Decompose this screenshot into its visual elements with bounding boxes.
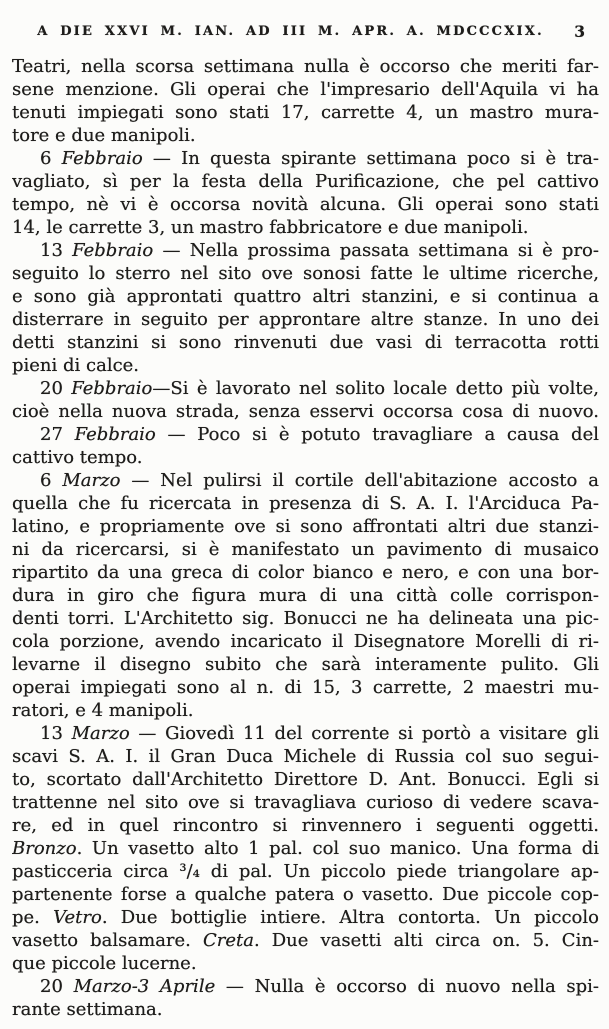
text-segment: que piccole lucerne. [12,953,197,974]
text-line [12,515,599,538]
text-line [12,331,599,354]
text-segment: ripartito da una greca di color bianco e nero, e con una bor- [12,562,599,583]
text-segment: detti stanzini si sono rinvenuti due vasi di terracotta rotti [12,332,599,353]
text-line [12,101,599,124]
text-segment: — Nulla è occorso di nuovo nella spi- [215,976,599,997]
text-line [12,492,599,515]
text-line [12,147,599,170]
text-line [12,676,599,699]
material-label: Bronzo [12,838,77,859]
text-line [12,929,599,952]
text-line [12,745,599,768]
text-segment: 13 [40,723,72,744]
text-segment: ni da ricercarsi, si è manifestato un pavimento di musaico [12,539,599,560]
text-segment: 20 [40,976,74,997]
text-line [12,791,599,814]
text-segment: levarne il disegno subito che sarà interamente pulito. Gli [12,654,599,675]
text-segment: — Nel pulirsi il cortile dell'abitazione accosto a [120,470,599,491]
text-line [12,722,599,745]
month-label: Febbraio [72,240,154,261]
text-line [12,239,599,262]
text-line [12,860,599,883]
material-label: Vetro [53,907,102,928]
material-label: Creta [202,930,254,951]
text-line [12,653,599,676]
text-segment: 14, le carrette 3, un mastro fabbricatore e due manipoli. [12,217,529,238]
month-label: Febbraio [61,148,143,169]
text-segment: seguito lo sterro nel sito ove sonosi fatte le ultime ricerche, [12,263,599,284]
text-segment: 20 [40,378,72,399]
text-segment: — Nella prossima passata settimana si è pro- [153,240,599,261]
text-line [12,423,599,446]
text-segment: tore e due manipoli. [12,125,196,146]
page-number: 3 [574,22,585,41]
text-line [12,607,599,630]
text-segment: dura in giro che figura mura di una città colle corrispon- [12,585,599,606]
text-segment: sene menzione. Gli operai che l'impresario dell'Aquila vi ha [12,79,599,100]
month-label: Marzo [71,723,130,744]
text-segment: cattivo tempo. [12,447,143,468]
text-segment: 27 [40,424,75,445]
text-segment: tempo, nè vi è occorsa novità alcuna. Gli operai sono stati [12,194,599,215]
month-label: Febbraio [74,424,156,445]
text-segment: partenente forse a qualche patera o vasetto. Due piccole cop- [12,884,599,905]
text-segment: . Due bottiglie intiere. Altra contorta. Un piccolo [101,907,599,928]
page-body [12,55,599,1021]
text-line [12,354,599,377]
text-segment: pe. [12,907,54,928]
text-segment: quella che fu ricercata in presenza di S. A. I. l'Arciduca Pa- [12,493,599,514]
text-segment: to, scortato dall'Architetto Direttore D. Ant. Bonucci. Egli si [12,769,599,790]
text-segment: cola porzione, avendo incaricato il Disegnatore Morelli di ri- [12,631,599,652]
month-label: Marzo-3 Aprile [73,976,216,997]
text-line [12,469,599,492]
text-segment: pieni di calce. [12,355,140,376]
text-line [12,630,599,653]
text-line [12,446,599,469]
text-segment: operai impiegati sono al n. di 15, 3 carrette, 2 maestri mu- [12,677,599,698]
text-line [12,814,599,837]
text-segment: re, ed in quel rincontro si rinvennero i seguenti oggetti. [12,815,599,836]
text-line [12,308,599,331]
text-line [12,883,599,906]
text-line [12,262,599,285]
page-header [12,24,599,46]
text-segment: latino, e propriamente ove si sono affrontati altri due stanzi- [12,516,599,537]
text-segment: . Due vasetti alti circa on. 5. Cin- [253,930,599,951]
text-segment: tenuti impiegati sono stati 17, carrette 4, un mastro mura- [12,102,599,123]
text-segment: 13 [40,240,73,261]
text-line [12,998,599,1021]
text-line [12,285,599,308]
text-segment: —Si è lavorato nel solito locale detto più volte, [152,378,599,399]
text-segment: — In questa spirante settimana poco si è tra- [142,148,599,169]
text-segment: scavi S. A. I. il Gran Duca Michele di Russia col suo segui- [12,746,599,767]
text-line [12,699,599,722]
text-line [12,216,599,239]
text-line [12,124,599,147]
text-segment: trattenne nel sito ove si travagliava curioso di vedere scava- [12,792,599,813]
text-line [12,400,599,423]
month-label: Marzo [62,470,121,491]
text-line [12,906,599,929]
text-segment: — Poco si è potuto travagliare a causa del [155,424,599,445]
text-segment: e sono già approntati quattro altri stanzini, e si continua a [12,286,599,307]
running-title: A DIE XXVI M. IAN. AD III M. APR. A. MDCCCXIX. [37,24,544,39]
text-segment: vagliato, sì per la festa della Purificazione, che pel cattivo [12,171,599,192]
text-line [12,55,599,78]
text-segment: denti torri. L'Architetto sig. Bonucci ne ha delineata una pic- [12,608,599,629]
text-line [12,561,599,584]
text-line [12,768,599,791]
text-segment: . Un vasetto alto 1 pal. col suo manico. Una forma di [76,838,599,859]
text-line [12,170,599,193]
text-line [12,78,599,101]
text-line [12,837,599,860]
text-segment: rante settimana. [12,999,163,1020]
text-line [12,584,599,607]
text-line [12,538,599,561]
text-segment: 6 [40,470,63,491]
text-segment: ratori, e 4 manipoli. [12,700,194,721]
text-line [12,377,599,400]
text-line [12,193,599,216]
month-label: Febbraio [71,378,153,399]
text-line [12,952,599,975]
text-segment: vasetto balsamare. [12,930,203,951]
text-segment: Teatri, nella scorsa settimana nulla è occorso che meriti far- [12,56,599,77]
text-segment: 6 [40,148,62,169]
text-segment: cioè nella nuova strada, senza esservi occorsa cosa di nuovo. [12,401,599,422]
text-segment: disterrare in seguito per approntare altre stanze. In uno dei [12,309,599,330]
text-segment: pasticceria circa ³/₄ di pal. Un piccolo piede triangolare ap- [12,861,599,882]
text-segment: — Giovedì 11 del corrente si portò a visitare gli [129,723,599,744]
text-line [12,975,599,998]
